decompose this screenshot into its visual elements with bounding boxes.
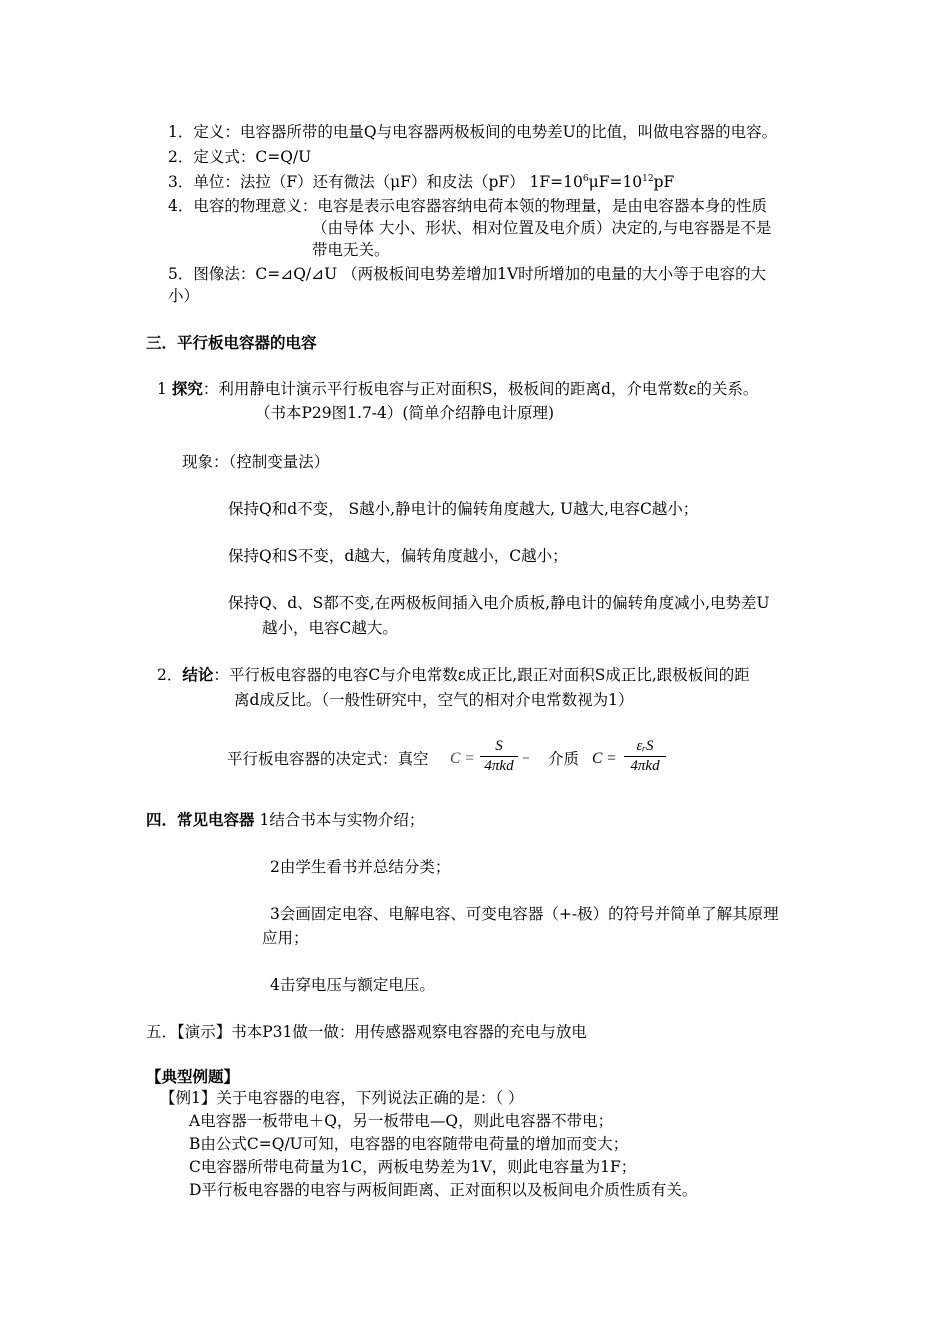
conclusion-num: 2． xyxy=(157,666,183,684)
section4-item-3b: 应用； xyxy=(262,929,309,947)
definition-line-5a: 5．图像法：C=⊿Q/⊿U （两极板间电势差增加1V时所增加的电量的大小等于电容的大 xyxy=(168,265,767,283)
section4-line xyxy=(146,810,424,830)
example-1-option-b: B由公式C=Q/U可知，电容器的电容随带电荷量的增加而变大； xyxy=(189,1135,629,1153)
medium-denominator: 4πkd xyxy=(630,758,660,774)
definition-line-4c: 带电无关。 xyxy=(312,241,390,259)
example-1-question: 【例1】关于电容器的电容，下列说法正确的是：（ ） xyxy=(160,1089,524,1107)
example-1-option-d: D平行板电容器的电容与两板间距离、正对面积以及板间电介质性质有关。 xyxy=(189,1181,698,1199)
unit-text-a: 3．单位：法拉（F）还有微法（μF）和皮法（pF） 1F=10 xyxy=(168,173,583,191)
fraction-bar xyxy=(624,756,666,757)
unit-text-b: μF=10 xyxy=(588,173,643,191)
explore-num: 1 xyxy=(157,380,167,398)
section4-item-4: 4击穿电压与额定电压。 xyxy=(270,976,435,994)
section5-line: 五．【演示】书本P31做一做：用传感器观察电容器的充电与放电 xyxy=(146,1023,587,1041)
definition-line-4b: （由导体 大小、形状、相对位置及电介质）决定的,与电容器是不是 xyxy=(312,219,772,237)
formula-dash: – xyxy=(522,748,530,766)
vacuum-fraction xyxy=(480,738,518,775)
example-1-option-c: C电容器所带电荷量为1C，两板电势差为1V，则此电容量为1F； xyxy=(189,1158,637,1176)
section4-item-1: 1结合书本与实物介绍； xyxy=(259,811,425,829)
definition-line-3 xyxy=(168,172,674,192)
conclusion-line-b: 离d成反比。（一般性研究中，空气的相对介电常数视为1） xyxy=(234,691,634,709)
observation-1: 保持Q和d不变， S越小,静电计的偏转角度越大, U越大,电容C越小； xyxy=(228,500,699,518)
vacuum-formula-lhs: C = xyxy=(450,750,475,767)
definition-line-4a: 4．电容的物理意义：电容是表示电容器容纳电荷本领的物理量，是由电容器本身的性质 xyxy=(168,197,767,215)
explore-line xyxy=(157,379,758,399)
example-1-option-a: A电容器一板带电＋Q，另一板带电—Q，则此电容器不带电； xyxy=(189,1112,614,1130)
section4-item-2: 2由学生看书并总结分类； xyxy=(270,858,451,876)
medium-numerator: εᵣS xyxy=(636,738,654,754)
unit-exp-2: 12 xyxy=(642,173,654,184)
section3-heading: 三．平行板电容器的电容 xyxy=(146,333,317,352)
fraction-bar xyxy=(480,756,518,757)
examples-heading: 【典型例题】 xyxy=(146,1067,240,1086)
definition-line-1: 1．定义：电容器所带的电量Q与电容器两极板间的电势差U的比值，叫做电容器的电容。 xyxy=(168,123,778,141)
definition-line-5b: 小） xyxy=(168,287,200,305)
explore-reference: （书本P29图1.7-4）(简单介绍静电计原理) xyxy=(255,404,554,422)
explore-label: 探究 xyxy=(171,379,203,398)
medium-formula-lhs: C = xyxy=(592,750,617,767)
definition-line-2: 2．定义式：C=Q/U xyxy=(168,148,312,166)
medium-label: 介质 xyxy=(548,750,580,768)
medium-fraction xyxy=(624,738,666,775)
vacuum-numerator: S xyxy=(495,738,503,754)
phenomena-label: 现象：（控制变量法） xyxy=(182,453,330,471)
formula-label: 平行板电容器的决定式：真空 xyxy=(227,750,429,768)
observation-2: 保持Q和S不变，d越大，偏转角度越小，C越小； xyxy=(228,547,568,565)
conclusion-label: 结论 xyxy=(182,665,214,684)
section4-item-3a: 3会画固定电容、电解电容、可变电容器（+-极）的符号并简单了解其原理 xyxy=(270,905,779,923)
unit-text-c: pF xyxy=(653,173,675,191)
conclusion-text: ：平行板电容器的电容C与介电常数ε成正比,跟正对面积S成正比,跟极板间的距 xyxy=(213,666,750,684)
conclusion-line xyxy=(157,665,750,685)
explore-text: ：利用静电计演示平行板电容与正对面积S，极板间的距离d，介电常数ε的关系。 xyxy=(202,380,759,398)
unit-exp-1: 6 xyxy=(582,173,589,184)
vacuum-denominator: 4πkd xyxy=(484,758,514,774)
section4-heading: 四．常见电容器 xyxy=(146,810,255,829)
observation-3a: 保持Q、d、S都不变,在两极板间插入电介质板,静电计的偏转角度减小,电势差U xyxy=(228,594,770,612)
observation-3b: 越小，电容C越大。 xyxy=(262,619,398,637)
